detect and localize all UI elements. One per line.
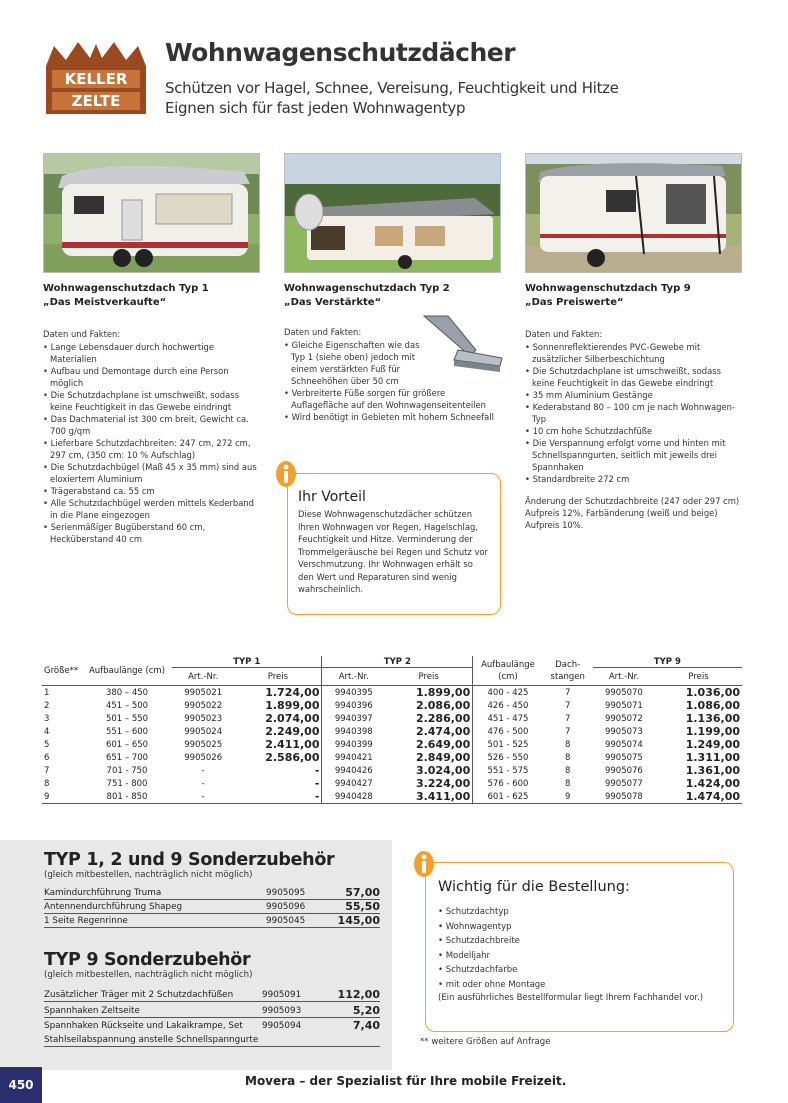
acc-price: 7,40 — [352, 1019, 380, 1032]
acc9-row — [44, 1021, 380, 1033]
table-cell: 5 — [44, 739, 50, 750]
table-cell: 3.024,00 — [415, 764, 471, 777]
product-typ1 — [43, 282, 263, 545]
product-typ1-name: Wohnwagenschutzdach Typ 1 — [43, 283, 209, 294]
acc9-row — [44, 1006, 380, 1018]
acc1-row — [44, 916, 380, 928]
acc-art: 9905093 — [262, 1006, 302, 1016]
table-cell: 9905071 — [604, 700, 643, 711]
table-cell: 576 - 600 — [473, 777, 543, 790]
order-extra: (Ein ausführliches Bestellformular liegt Ihrem Fachhandel vor.) — [438, 993, 704, 1003]
acc-art: 9905095 — [266, 888, 306, 898]
acc-price: 145,00 — [337, 914, 380, 927]
acc-art: 9905096 — [266, 902, 306, 912]
table-row — [42, 764, 742, 777]
product-typ9-note: Änderung der Schutzdachbreite (247 oder 297 cm) Aufpreis 12%, Farbänderung (weiß und beige) Aufpreis 10%. — [525, 496, 740, 530]
table-cell: 501 - 525 — [473, 738, 543, 751]
fact-item: • Die Schutzdachplane ist umschweißt, sodass keine Feuchtigkeit in das Gewebe eindringt — [43, 389, 263, 413]
footer-text: Movera – der Spezialist für Ihre mobile Freizeit. — [245, 1074, 567, 1088]
table-cell: 551 – 600 — [105, 726, 149, 737]
table-cell: 1.474,00 — [685, 790, 740, 803]
info-icon — [275, 460, 297, 488]
th-typ2: TYP 2 — [322, 656, 473, 668]
th-price: Preis — [688, 671, 709, 682]
order-item: • Schutzdachfarbe — [438, 963, 721, 978]
table-row — [42, 686, 742, 700]
table-cell: 9905073 — [604, 726, 643, 737]
table-cell: 2.586,00 — [265, 751, 320, 764]
vorteil-title: Ihr Vorteil — [298, 489, 366, 505]
product-typ2-name: Wohnwagenschutzdach Typ 2 — [284, 283, 450, 294]
fact-item: • Standardbreite 272 cm — [525, 473, 745, 485]
acc-price: 57,00 — [345, 886, 380, 899]
table-cell: 7 — [565, 700, 571, 711]
acc-art: 9905094 — [262, 1021, 302, 1031]
th-art: Art.-Nr. — [322, 668, 385, 686]
acc9-title: TYP 9 Sonderzubehör — [44, 950, 251, 970]
acc1-note: (gleich mitbestellen, nachträglich nicht möglich) — [44, 870, 253, 880]
acc9-extra-row — [44, 1035, 380, 1047]
table-cell: 2.249,00 — [265, 725, 320, 738]
price-table — [42, 656, 742, 804]
table-cell: 400 - 425 — [473, 686, 543, 700]
acc-name: Spannhaken Zeltseite — [44, 1006, 140, 1016]
table-cell: 7 — [565, 726, 571, 737]
table-cell: 9940395 — [322, 686, 385, 700]
th-price: Preis — [418, 671, 439, 682]
table-cell: 526 - 550 — [473, 751, 543, 764]
table-cell: 8 — [44, 778, 50, 789]
acc-art: 9905045 — [266, 916, 306, 926]
table-cell: 2.474,00 — [415, 725, 471, 738]
fact-item: • Lange Lebensdauer durch hochwertige Materialien — [43, 341, 263, 365]
table-cell: 1.249,00 — [685, 738, 740, 751]
table-cell: 9905077 — [604, 778, 643, 789]
info-icon — [413, 850, 435, 878]
table-cell: 1.036,00 — [685, 686, 740, 699]
logo-text-keller: KELLER — [64, 70, 128, 88]
table-cell: 1 — [44, 687, 50, 698]
product-typ2-tagline: „Das Verstärkte“ — [284, 297, 382, 308]
table-cell: 1.311,00 — [685, 751, 740, 764]
fact-item: • Die Verspannung erfolgt vorne und hinten mit Schnellspanngurten, seitlich mit jeweils drei Spannhaken — [525, 437, 745, 473]
table-cell: 601 – 650 — [105, 739, 149, 750]
acc-name: Antennendurchführung Shapeg — [44, 902, 183, 912]
fact-item: • 10 cm hohe Schutzdachfüße — [525, 425, 745, 437]
order-item: • Schutzdachbreite — [438, 934, 721, 949]
order-item: • Modelljahr — [438, 949, 721, 964]
table-row — [42, 777, 742, 790]
th-price: Preis — [267, 671, 289, 682]
fact-item: • Das Dachmaterial ist 300 cm breit, Gewicht ca. 700 g/qm — [43, 413, 263, 437]
table-cell: 1.424,00 — [685, 777, 740, 790]
table-cell: 2.849,00 — [415, 751, 471, 764]
page-number: 450 — [0, 1067, 42, 1103]
product-typ1-facts-label: Daten und Fakten: — [43, 329, 121, 339]
fact-item: • Serienmäßiger Bugüberstand 60 cm, Hecküberstand 40 cm — [43, 521, 263, 545]
table-row — [42, 751, 742, 764]
fact-item: • Alle Schutzdachbügel werden mittels Kederband in die Plane eingezogen — [43, 497, 263, 521]
table-cell: 9905024 — [184, 726, 223, 737]
table-cell: 8 — [565, 765, 571, 776]
acc-name: 1 Seite Regenrinne — [44, 916, 128, 926]
table-cell: 3.411,00 — [415, 790, 471, 803]
table-cell: 8 — [565, 778, 571, 789]
table-cell: 9905070 — [604, 687, 643, 698]
acc1-row — [44, 902, 380, 914]
fact-item: • Lieferbare Schutzdachbreiten: 247 cm, 272 cm, 297 cm, (350 cm: 10 % Aufschlag) — [43, 437, 263, 461]
reinforced-foot-image — [418, 306, 506, 380]
photo-typ1 — [43, 153, 260, 273]
table-cell: 9940426 — [322, 764, 385, 777]
product-typ9-facts-label: Daten und Fakten: — [525, 329, 603, 339]
table-cell: 451 - 475 — [473, 712, 543, 725]
order-item: • Wohnwagentyp — [438, 920, 721, 935]
acc1-row — [44, 888, 380, 900]
table-cell: 9940421 — [322, 751, 385, 764]
table-cell: 801 - 850 — [106, 791, 148, 802]
table-cell: 9905076 — [604, 765, 643, 776]
keller-zelte-logo — [44, 40, 148, 116]
photo-typ9 — [525, 153, 742, 273]
fact-item: • Gleiche Eigenschaften wie das Typ 1 (siehe oben) jedoch mit einem verstärkten Fuß für Schneehöhen über 50 cm — [284, 339, 424, 387]
table-cell: - — [314, 777, 320, 790]
table-cell: 8 — [565, 739, 571, 750]
table-cell: - — [201, 778, 205, 789]
table-row — [42, 738, 742, 751]
table-cell: 6 — [44, 752, 50, 763]
acc-art: 9905091 — [262, 990, 302, 1000]
acc-name: Zusätzlicher Träger mit 2 Schutzdachfüßen — [44, 990, 234, 1000]
table-cell: 2.649,00 — [415, 738, 471, 751]
th-rods: Dach-stangen — [550, 659, 585, 682]
product-typ2-facts-label: Daten und Fakten: — [284, 327, 362, 337]
table-cell: 9940398 — [322, 725, 385, 738]
fact-item: • 35 mm Aluminium Gestänge — [525, 389, 745, 401]
table-cell: 7 — [565, 687, 571, 698]
th-size: Größe** — [44, 665, 79, 676]
table-cell: 9905021 — [184, 687, 223, 698]
acc1-title: TYP 1, 2 und 9 Sonderzubehör — [44, 850, 335, 870]
th-typ1: TYP 1 — [172, 656, 322, 668]
order-info-box — [425, 862, 734, 1032]
product-typ9 — [525, 282, 745, 531]
th-length: Aufbaulänge (cm) — [88, 665, 166, 676]
product-typ9-tagline: „Das Preiswerte“ — [525, 297, 624, 308]
vorteil-text: Diese Wohnwagenschutzdächer schützen Ihren Wohnwagen vor Regen, Hagelschlag, Feuchtigkeit und Hitze. Verminderung der Trommelgeräusche bei Regen und Schutz vor Verschmutzung. Ihr Wohnwagen erhält so den Wert und Reparaturen sind wenig wahrscheinlich. — [298, 509, 488, 594]
fact-item: • Die Schutzdachplane ist umschweißt, sodass keine Feuchtigkeit in das Gewebe eindringt — [525, 365, 745, 389]
fact-item: • Wird benötigt in Gebieten mit hohem Schneefall — [284, 411, 509, 423]
table-cell: 9 — [565, 791, 571, 802]
fact-item: • Trägerabstand ca. 55 cm — [43, 485, 263, 497]
table-row — [42, 725, 742, 738]
th-art: Art.-Nr. — [188, 671, 219, 682]
table-cell: 1.361,00 — [685, 764, 740, 777]
photo-typ2 — [284, 153, 501, 273]
acc-name: Kamindurchführung Truma — [44, 888, 162, 898]
table-cell: 8 — [565, 752, 571, 763]
table-cell: 1.899,00 — [265, 699, 320, 712]
table-cell: 451 – 500 — [105, 700, 149, 711]
table-cell: 7 — [565, 713, 571, 724]
table-cell: 9940399 — [322, 738, 385, 751]
table-cell: 2.086,00 — [415, 699, 471, 712]
th-length9: Aufbaulänge (cm) — [473, 656, 543, 686]
table-cell: 9940427 — [322, 777, 385, 790]
table-cell: 2.286,00 — [415, 712, 471, 725]
table-cell: 9940396 — [322, 699, 385, 712]
table-cell: - — [201, 791, 205, 802]
acc-price: 5,20 — [352, 1004, 380, 1017]
product-typ9-name: Wohnwagenschutzdach Typ 9 — [525, 283, 691, 294]
table-cell: 4 — [44, 726, 50, 737]
table-cell: 3.224,00 — [415, 777, 471, 790]
acc-price: 55,50 — [345, 900, 380, 913]
table-cell: 9940428 — [322, 790, 385, 804]
table-cell: 9905023 — [184, 713, 223, 724]
table-row — [42, 790, 742, 804]
fact-item: • Verbreiterte Füße sorgen für größere Auflagefläche auf den Wohnwagenseitenteilen — [284, 387, 499, 411]
order-item: • Schutzdachtyp — [438, 905, 721, 920]
order-item: • mit oder ohne Montage — [438, 978, 721, 993]
table-row — [42, 699, 742, 712]
table-cell: 2.411,00 — [265, 738, 320, 751]
fact-item: • Aufbau und Demontage durch eine Person möglich — [43, 365, 263, 389]
acc9-note: (gleich mitbestellen, nachträglich nicht möglich) — [44, 970, 253, 980]
acc-extra: Stahlseilabspannung anstelle Schnellspanngurte — [44, 1035, 259, 1045]
table-cell: - — [201, 765, 205, 776]
fact-item: • Sonnenreflektierendes PVC-Gewebe mit zusätzlicher Silberbeschichtung — [525, 341, 745, 365]
table-cell: 7 — [44, 765, 50, 776]
fact-item: • Kederabstand 80 – 100 cm je nach Wohnwagen-Typ — [525, 401, 745, 425]
table-cell: 701 - 750 — [106, 765, 148, 776]
table-cell: 9 — [44, 791, 50, 802]
page-title: Wohnwagenschutzdächer — [165, 38, 516, 67]
table-cell: 9905026 — [184, 752, 223, 763]
acc9-row — [44, 990, 380, 1002]
table-cell: 9940397 — [322, 712, 385, 725]
footnote: ** weitere Größen auf Anfrage — [420, 1037, 551, 1047]
acc-price: 112,00 — [337, 988, 380, 1001]
table-cell: 1.724,00 — [265, 686, 320, 699]
table-cell: 9905075 — [604, 752, 643, 763]
th-typ9: TYP 9 — [593, 656, 742, 668]
acc-name: Spannhaken Rückseite und Lakaikrampe, Set — [44, 1021, 243, 1031]
order-title: Wichtig für die Bestellung: — [438, 879, 630, 895]
subtitle-1: Schützen vor Hagel, Schnee, Vereisung, Feuchtigkeit und Hitze — [165, 79, 619, 97]
table-cell: 2 — [44, 700, 50, 711]
table-cell: 651 – 700 — [105, 752, 149, 763]
th-art: Art.-Nr. — [608, 671, 639, 682]
table-cell: 9905072 — [604, 713, 643, 724]
table-cell: - — [314, 790, 320, 803]
fact-item: • Die Schutzdachbügel (Maß 45 x 35 mm) sind aus eloxiertem Aluminium — [43, 461, 263, 485]
logo-text-zelte: ZELTE — [71, 92, 121, 110]
table-cell: 2.074,00 — [265, 712, 320, 725]
table-cell: 426 - 450 — [473, 699, 543, 712]
table-cell: 9905078 — [604, 791, 643, 802]
table-cell: 1.899,00 — [415, 686, 471, 699]
table-cell: 9905074 — [604, 739, 643, 750]
table-cell: 1.086,00 — [685, 699, 740, 712]
table-cell: 476 - 500 — [473, 725, 543, 738]
table-cell: 9905025 — [184, 739, 223, 750]
table-row — [42, 712, 742, 725]
table-cell: 751 - 800 — [106, 778, 148, 789]
table-cell: 501 – 550 — [105, 713, 149, 724]
table-cell: 380 – 450 — [105, 687, 149, 698]
table-cell: 551 - 575 — [473, 764, 543, 777]
table-cell: 1.136,00 — [685, 712, 740, 725]
vorteil-box — [287, 473, 501, 615]
product-typ1-tagline: „Das Meistverkaufte“ — [43, 297, 167, 308]
table-cell: 1.199,00 — [685, 725, 740, 738]
table-cell: 9905022 — [184, 700, 223, 711]
subtitle-2: Eignen sich für fast jeden Wohnwagentyp — [165, 99, 466, 117]
table-cell: 601 - 625 — [473, 790, 543, 804]
table-cell: 3 — [44, 713, 50, 724]
table-cell: - — [314, 764, 320, 777]
